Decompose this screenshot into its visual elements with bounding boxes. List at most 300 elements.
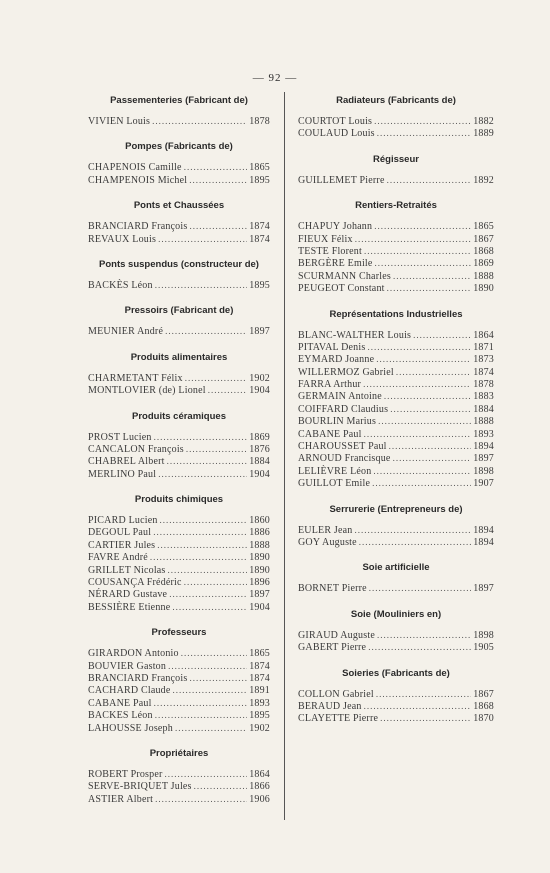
dot-leader bbox=[413, 329, 471, 341]
section-heading: Ponts et Chaussées bbox=[133, 200, 225, 212]
entry-name: LAHOUSSE Joseph bbox=[88, 722, 173, 734]
directory-entry bbox=[88, 601, 270, 613]
entry-list bbox=[88, 424, 270, 481]
entry-year: 1874 bbox=[249, 221, 270, 233]
entry-name: CHARMETANT Félix bbox=[88, 372, 183, 384]
entry-year: 1898 bbox=[473, 629, 494, 641]
directory-entry bbox=[88, 539, 270, 551]
dot-leader bbox=[189, 672, 247, 684]
entry-year: 1869 bbox=[249, 431, 270, 443]
entry-year: 1907 bbox=[473, 478, 494, 490]
directory-entry bbox=[88, 372, 270, 384]
directory-entry bbox=[88, 660, 270, 672]
entry-year: 1894 bbox=[473, 441, 494, 453]
entry-name: BRANCIARD François bbox=[88, 221, 188, 233]
directory-entry bbox=[88, 672, 270, 684]
entry-name: BORNET Pierre bbox=[298, 583, 367, 595]
directory-entry bbox=[88, 443, 270, 455]
directory-entry bbox=[88, 384, 270, 396]
section-gap bbox=[298, 548, 494, 561]
entry-name: MEUNIER André bbox=[88, 326, 164, 338]
directory-entry bbox=[298, 536, 494, 548]
dot-leader bbox=[372, 477, 471, 489]
directory-entry bbox=[298, 524, 494, 536]
entry-name: BLANC-WALTHER Louis bbox=[298, 329, 412, 341]
dot-leader bbox=[194, 780, 248, 792]
section-heading: Serrurerie (Entrepreneurs de) bbox=[329, 503, 463, 515]
directory-entry bbox=[88, 684, 270, 696]
section-heading: Radiateurs (Fabricants de) bbox=[336, 95, 456, 106]
directory-section bbox=[88, 747, 270, 818]
directory-section bbox=[298, 94, 494, 153]
entry-name: CABANE Paul bbox=[88, 697, 152, 709]
entry-year: 1865 bbox=[249, 162, 270, 174]
dot-leader bbox=[154, 431, 248, 443]
dot-leader bbox=[359, 536, 471, 548]
entry-name: DEGOUL Paul bbox=[88, 527, 152, 539]
directory-section bbox=[298, 503, 494, 562]
entry-year: 1904 bbox=[249, 385, 270, 397]
dot-leader bbox=[160, 514, 248, 526]
dot-leader bbox=[355, 524, 472, 536]
directory-entry bbox=[88, 697, 270, 709]
directory-entry bbox=[298, 403, 494, 415]
dot-leader bbox=[384, 390, 471, 402]
entry-year: 1878 bbox=[249, 116, 270, 127]
section-gap bbox=[298, 595, 494, 608]
directory-entry bbox=[88, 161, 270, 173]
entry-year: 1897 bbox=[249, 589, 270, 601]
directory-entry bbox=[298, 353, 494, 365]
directory-entry bbox=[88, 526, 270, 538]
directory-entry bbox=[298, 452, 494, 464]
entry-year: 1867 bbox=[473, 688, 494, 700]
dot-leader bbox=[158, 468, 247, 480]
directory-entry bbox=[298, 366, 494, 378]
dot-leader bbox=[152, 115, 247, 127]
entry-name: CHAMPENOIS Michel bbox=[88, 174, 188, 186]
entry-year: 1890 bbox=[249, 552, 270, 564]
entry-list bbox=[88, 154, 270, 186]
dot-leader bbox=[175, 722, 247, 734]
entry-name: GABERT Pierre bbox=[298, 642, 367, 654]
entry-name: BERAUD Jean bbox=[298, 700, 362, 712]
entry-name: ROBERT Prosper bbox=[88, 768, 163, 780]
section-gap bbox=[88, 127, 270, 140]
entry-list bbox=[88, 761, 270, 805]
entry-year: 1870 bbox=[473, 713, 494, 725]
entry-name: CACHARD Claude bbox=[88, 685, 171, 697]
directory-section bbox=[88, 410, 270, 494]
dot-leader bbox=[173, 684, 248, 696]
dot-leader bbox=[150, 551, 247, 563]
entry-year: 1890 bbox=[473, 283, 494, 295]
entry-name: EULER Jean bbox=[298, 524, 353, 536]
entry-year: 1876 bbox=[249, 443, 270, 455]
directory-entry bbox=[88, 220, 270, 232]
directory-entry bbox=[88, 793, 270, 805]
directory-entry bbox=[298, 428, 494, 440]
entry-year: 1889 bbox=[473, 128, 494, 140]
section-heading: Propriétaires bbox=[149, 747, 209, 759]
section-heading: Pressoirs (Fabricant de) bbox=[124, 305, 234, 317]
directory-entry bbox=[298, 233, 494, 245]
section-gap bbox=[298, 140, 494, 153]
section-gap bbox=[298, 654, 494, 667]
entry-name: TESTE Florent bbox=[298, 245, 362, 257]
section-gap bbox=[298, 295, 494, 308]
left-column bbox=[88, 94, 270, 818]
entry-year: 1874 bbox=[249, 672, 270, 684]
entry-name: CHAPUY Johann bbox=[298, 221, 373, 233]
dot-leader bbox=[355, 233, 471, 245]
directory-section bbox=[88, 304, 270, 350]
entry-year: 1905 bbox=[473, 642, 494, 654]
dot-leader bbox=[157, 539, 247, 551]
entry-name: BACKES Léon bbox=[88, 710, 153, 722]
entry-name: BOURLIN Marius bbox=[298, 416, 377, 428]
entry-year: 1893 bbox=[249, 697, 270, 709]
entry-name: ARNOUD Francisque bbox=[298, 453, 391, 465]
entry-name: WILLERMOZ Gabriel bbox=[298, 366, 394, 378]
dot-leader bbox=[375, 257, 472, 269]
dot-leader bbox=[377, 629, 471, 641]
entry-name: GUILLEMET Pierre bbox=[298, 174, 385, 186]
directory-entry bbox=[88, 325, 270, 337]
entry-year: 1888 bbox=[473, 416, 494, 428]
section-heading: Soie artificielle bbox=[362, 562, 430, 574]
directory-entry bbox=[298, 270, 494, 282]
entry-name: BESSIÈRE Etienne bbox=[88, 601, 171, 613]
entry-name: GUILLOT Emile bbox=[298, 478, 371, 490]
entry-name: PICARD Lucien bbox=[88, 515, 158, 527]
directory-entry bbox=[298, 700, 494, 712]
entry-year: 1869 bbox=[473, 258, 494, 270]
entry-list bbox=[298, 322, 494, 490]
entry-year: 1902 bbox=[249, 372, 270, 384]
dot-leader bbox=[373, 465, 471, 477]
entry-year: 1884 bbox=[473, 403, 494, 415]
directory-section bbox=[88, 199, 270, 258]
column-divider bbox=[284, 92, 285, 820]
entry-name: ASTIER Albert bbox=[88, 793, 154, 805]
entry-name: CANCALON François bbox=[88, 443, 184, 455]
directory-entry bbox=[298, 440, 494, 452]
entry-year: 1906 bbox=[249, 793, 270, 805]
directory-entry bbox=[298, 220, 494, 232]
entry-name: VIVIEN Louis bbox=[88, 116, 151, 127]
dot-leader bbox=[189, 174, 247, 186]
entry-name: LELIÈVRE Léon bbox=[298, 465, 372, 477]
dot-leader bbox=[387, 174, 472, 186]
section-gap bbox=[88, 291, 270, 304]
directory-entry bbox=[298, 629, 494, 641]
page-number: — 92 — bbox=[252, 72, 298, 84]
entry-year: 1882 bbox=[473, 116, 494, 127]
section-heading: Rentiers-Retraités bbox=[355, 200, 437, 212]
entry-list bbox=[88, 318, 270, 337]
dot-leader bbox=[168, 660, 247, 672]
dot-leader bbox=[185, 372, 247, 384]
entry-name: BOUVIER Gaston bbox=[88, 660, 167, 672]
section-heading: Soie (Mouliniers en) bbox=[350, 608, 442, 620]
section-gap bbox=[298, 186, 494, 199]
directory-section bbox=[298, 153, 494, 199]
dot-leader bbox=[168, 564, 248, 576]
entry-name: REVAUX Louis bbox=[88, 233, 157, 245]
entry-list bbox=[88, 507, 270, 613]
dot-leader bbox=[181, 647, 247, 659]
entry-name: CHAPENOIS Camille bbox=[88, 162, 182, 174]
dot-leader bbox=[208, 384, 247, 396]
entry-name: COIFFARD Claudius bbox=[298, 403, 389, 415]
entry-year: 1898 bbox=[473, 465, 494, 477]
entry-year: 1867 bbox=[473, 233, 494, 245]
dot-leader bbox=[393, 270, 471, 282]
dot-leader bbox=[363, 378, 471, 390]
entry-list bbox=[298, 108, 494, 140]
section-heading: Professeurs bbox=[151, 627, 207, 639]
entry-year: 1865 bbox=[249, 648, 270, 660]
section-gap bbox=[298, 725, 494, 738]
dot-leader bbox=[186, 443, 247, 455]
directory-entry bbox=[88, 468, 270, 480]
section-heading: Produits chimiques bbox=[134, 494, 224, 506]
dot-leader bbox=[390, 403, 471, 415]
entry-name: GERMAIN Antoine bbox=[298, 391, 382, 403]
entry-name: FIEUX Félix bbox=[298, 233, 353, 245]
entry-name: CABANE Paul bbox=[298, 428, 362, 440]
dot-leader bbox=[367, 341, 471, 353]
section-heading: Représentations Industrielles bbox=[329, 308, 463, 320]
entry-year: 1878 bbox=[473, 379, 494, 391]
entry-year: 1874 bbox=[249, 660, 270, 672]
directory-entry bbox=[88, 780, 270, 792]
entry-year: 1897 bbox=[473, 453, 494, 465]
entry-list bbox=[298, 213, 494, 294]
directory-entry bbox=[298, 390, 494, 402]
dot-leader bbox=[374, 220, 471, 232]
dot-leader bbox=[377, 127, 471, 139]
entry-year: 1865 bbox=[473, 221, 494, 233]
entry-year: 1868 bbox=[473, 700, 494, 712]
dot-leader bbox=[368, 641, 471, 653]
entry-list bbox=[88, 108, 270, 127]
directory-entry bbox=[88, 576, 270, 588]
dot-leader bbox=[154, 697, 248, 709]
entry-name: CHAROUSSET Paul bbox=[298, 441, 387, 453]
directory-entry bbox=[298, 127, 494, 139]
directory-entry bbox=[298, 329, 494, 341]
section-heading: Soieries (Fabricants de) bbox=[342, 667, 450, 679]
directory-entry bbox=[298, 257, 494, 269]
directory-entry bbox=[88, 709, 270, 721]
entry-year: 1864 bbox=[473, 329, 494, 341]
entry-list bbox=[298, 622, 494, 654]
entry-year: 1874 bbox=[249, 233, 270, 245]
directory-entry bbox=[88, 279, 270, 291]
directory-section bbox=[88, 626, 270, 747]
dot-leader bbox=[374, 115, 471, 127]
entry-name: GOY Auguste bbox=[298, 536, 357, 548]
entry-year: 1894 bbox=[473, 524, 494, 536]
entry-year: 1874 bbox=[473, 366, 494, 378]
entry-year: 1896 bbox=[249, 577, 270, 589]
entry-year: 1893 bbox=[473, 428, 494, 440]
entry-name: PEUGEOT Constant bbox=[298, 283, 385, 295]
entry-year: 1892 bbox=[473, 174, 494, 186]
entry-year: 1864 bbox=[249, 768, 270, 780]
directory-entry bbox=[88, 174, 270, 186]
dot-leader bbox=[369, 582, 471, 594]
entry-name: CLAYETTE Pierre bbox=[298, 713, 379, 725]
entry-name: NÉRARD Gustave bbox=[88, 589, 168, 601]
directory-entry bbox=[298, 415, 494, 427]
dot-leader bbox=[364, 245, 471, 257]
directory-entry bbox=[88, 115, 270, 127]
section-gap bbox=[88, 805, 270, 818]
entry-name: COLLON Gabriel bbox=[298, 688, 374, 700]
entry-year: 1884 bbox=[249, 456, 270, 468]
dot-leader bbox=[396, 366, 471, 378]
entry-year: 1886 bbox=[249, 527, 270, 539]
entry-name: SCURMANN Charles bbox=[298, 270, 391, 282]
dot-leader bbox=[155, 279, 247, 291]
directory-entry bbox=[298, 465, 494, 477]
dot-leader bbox=[189, 220, 247, 232]
directory-section bbox=[88, 493, 270, 626]
directory-entry bbox=[88, 722, 270, 734]
entry-name: COUSANÇA Frédéric bbox=[88, 577, 182, 589]
entry-year: 1890 bbox=[249, 564, 270, 576]
dot-leader bbox=[155, 793, 247, 805]
dot-leader bbox=[169, 588, 247, 600]
entry-name: BERGÈRE Emile bbox=[298, 258, 373, 270]
directory-section bbox=[298, 667, 494, 738]
entry-name: CARTIER Jules bbox=[88, 539, 156, 551]
dot-leader bbox=[376, 353, 471, 365]
dot-leader bbox=[172, 601, 247, 613]
section-heading: Pompes (Fabricants de) bbox=[125, 141, 233, 153]
entry-year: 1904 bbox=[249, 468, 270, 480]
section-heading: Régisseur bbox=[373, 153, 419, 165]
entry-name: GRILLET Nicolas bbox=[88, 564, 166, 576]
directory-entry bbox=[298, 582, 494, 594]
entry-name: FAVRE André bbox=[88, 552, 148, 564]
section-gap bbox=[88, 480, 270, 493]
directory-section bbox=[298, 608, 494, 667]
entry-year: 1895 bbox=[249, 279, 270, 291]
directory-entry bbox=[88, 455, 270, 467]
right-column bbox=[298, 94, 494, 738]
entry-year: 1897 bbox=[473, 583, 494, 595]
directory-entry bbox=[88, 233, 270, 245]
section-heading: Produits alimentaires bbox=[130, 351, 228, 363]
directory-entry bbox=[298, 174, 494, 186]
directory-entry bbox=[88, 588, 270, 600]
entry-year: 1868 bbox=[473, 245, 494, 257]
section-gap bbox=[88, 734, 270, 747]
entry-year: 1891 bbox=[249, 685, 270, 697]
dot-leader bbox=[155, 709, 247, 721]
section-gap bbox=[88, 397, 270, 410]
section-gap bbox=[88, 613, 270, 626]
directory-section bbox=[88, 94, 270, 140]
entry-name: GIRAUD Auguste bbox=[298, 629, 375, 641]
entry-year: 1897 bbox=[249, 326, 270, 338]
entry-name: EYMARD Joanne bbox=[298, 354, 375, 366]
entry-year: 1873 bbox=[473, 354, 494, 366]
section-gap bbox=[298, 490, 494, 503]
entry-name: BACKÈS Léon bbox=[88, 279, 153, 291]
directory-entry bbox=[88, 564, 270, 576]
entry-name: PITAVAL Denis bbox=[298, 341, 366, 353]
entry-name: PROST Lucien bbox=[88, 431, 152, 443]
entry-year: 1902 bbox=[249, 722, 270, 734]
directory-section bbox=[88, 258, 270, 304]
dot-leader bbox=[378, 415, 471, 427]
directory-entry bbox=[88, 768, 270, 780]
entry-name: GIRARDON Antonio bbox=[88, 648, 179, 660]
section-heading: Passementeries (Fabricant de) bbox=[110, 95, 248, 106]
entry-year: 1888 bbox=[249, 539, 270, 551]
entry-list bbox=[298, 167, 494, 186]
entry-year: 1888 bbox=[473, 270, 494, 282]
section-heading: Produits céramiques bbox=[132, 410, 226, 422]
entry-name: BRANCIARD François bbox=[88, 672, 188, 684]
entry-year: 1866 bbox=[249, 781, 270, 793]
directory-entry bbox=[298, 641, 494, 653]
section-gap bbox=[88, 338, 270, 351]
entry-name: FARRA Arthur bbox=[298, 379, 362, 391]
entry-list bbox=[298, 517, 494, 549]
entry-name: SERVE-BRIQUET Jules bbox=[88, 781, 192, 793]
dot-leader bbox=[165, 768, 248, 780]
dot-leader bbox=[158, 233, 247, 245]
directory-entry bbox=[298, 282, 494, 294]
dot-leader bbox=[184, 576, 248, 588]
directory-entry bbox=[298, 378, 494, 390]
dot-leader bbox=[387, 282, 472, 294]
entry-name: COULAUD Louis bbox=[298, 128, 375, 140]
section-heading: Ponts suspendus (constructeur de) bbox=[99, 258, 259, 270]
dot-leader bbox=[364, 428, 472, 440]
dot-leader bbox=[153, 526, 247, 538]
entry-year: 1883 bbox=[473, 391, 494, 403]
dot-leader bbox=[167, 455, 248, 467]
entry-year: 1895 bbox=[249, 174, 270, 186]
directory-section bbox=[298, 308, 494, 503]
entry-name: COURTOT Louis bbox=[298, 116, 373, 127]
dot-leader bbox=[165, 325, 247, 337]
entry-list bbox=[298, 575, 494, 594]
directory-entry bbox=[298, 115, 494, 127]
section-gap bbox=[88, 186, 270, 199]
entry-list bbox=[88, 272, 270, 291]
directory-entry bbox=[298, 712, 494, 724]
directory-entry bbox=[298, 688, 494, 700]
entry-list bbox=[88, 213, 270, 245]
directory-section bbox=[298, 561, 494, 607]
entry-list bbox=[88, 640, 270, 734]
directory-entry bbox=[88, 551, 270, 563]
entry-name: CHABREL Albert bbox=[88, 456, 165, 468]
directory-entry bbox=[298, 477, 494, 489]
entry-list bbox=[88, 365, 270, 397]
entry-list bbox=[298, 681, 494, 725]
entry-year: 1860 bbox=[249, 515, 270, 527]
entry-year: 1894 bbox=[473, 536, 494, 548]
